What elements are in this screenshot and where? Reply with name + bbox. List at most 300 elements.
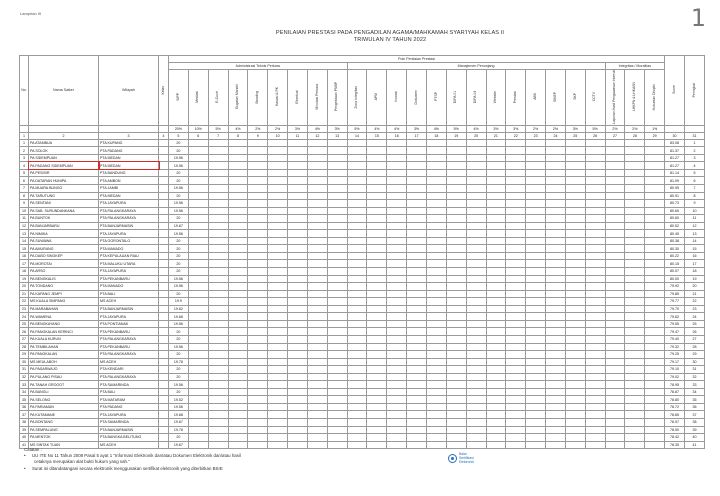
row-criterion-score: [248, 313, 268, 321]
row-criterion-score: [466, 237, 486, 245]
row-criterion-score: [426, 139, 446, 147]
row-criterion-score: [327, 252, 347, 260]
row-wilayah: PTA PADANG: [99, 403, 159, 411]
row-criterion-score: [327, 381, 347, 389]
row-criterion-score: [645, 185, 665, 193]
row-criterion-score: [367, 177, 387, 185]
row-wilayah: PTA BANGKA BELITUNG: [99, 434, 159, 442]
row-criterion-score: [645, 343, 665, 351]
header-criterion: CCTV: [585, 70, 605, 126]
row-criterion-score: [248, 366, 268, 374]
row-criterion-score: [486, 366, 506, 374]
weights-row: [20, 125, 705, 132]
weight-cell: 2%: [625, 125, 645, 132]
table-row: [20, 162, 705, 170]
row-criterion-score: [347, 154, 367, 162]
row-criterion-score: [446, 147, 466, 155]
row-wilayah: PTA KENDARI: [99, 366, 159, 374]
row-criterion-score: [546, 260, 566, 268]
row-criterion-score: [565, 305, 585, 313]
table-header: [20, 56, 705, 126]
row-criterion-score: [407, 335, 427, 343]
row-criterion-score: [625, 298, 645, 306]
row-criterion-score: [248, 335, 268, 343]
bsre-logo-text: Balai Sertifikasi Elektronik: [459, 452, 474, 464]
header-kelas: Kelas: [159, 56, 169, 126]
table-row: [20, 222, 705, 230]
row-score: 79.10: [665, 366, 685, 374]
row-sipp: 19.56: [169, 230, 189, 238]
row-sipp: 19.56: [169, 283, 189, 291]
row-criterion-score: [327, 298, 347, 306]
row-sipp: 20: [169, 434, 189, 442]
row-criterion-score: [546, 275, 566, 283]
row-wilayah: PTA MALUKU UTARA: [99, 260, 159, 268]
index-cell: 31: [684, 132, 704, 139]
row-criterion-score: [307, 139, 327, 147]
row-sipp: 19.56: [169, 162, 189, 170]
row-satker: PA KAPANG JEMPI: [29, 290, 99, 298]
row-criterion-score: [407, 177, 427, 185]
row-criterion-score: [188, 283, 208, 291]
row-criterion-score: [446, 275, 466, 283]
row-no: 5: [20, 169, 29, 177]
row-criterion-score: [585, 426, 605, 434]
row-criterion-score: [248, 139, 268, 147]
row-criterion-score: [208, 275, 228, 283]
row-criterion-score: [526, 222, 546, 230]
row-criterion-score: [466, 177, 486, 185]
row-criterion-score: [625, 275, 645, 283]
row-criterion-score: [546, 343, 566, 351]
row-criterion-score: [625, 396, 645, 404]
row-criterion-score: [506, 366, 526, 374]
row-criterion-score: [327, 426, 347, 434]
row-no: 4: [20, 162, 29, 170]
row-criterion-score: [565, 388, 585, 396]
row-criterion-score: [288, 313, 308, 321]
row-criterion-score: [466, 260, 486, 268]
row-score: 80.45: [665, 230, 685, 238]
row-criterion-score: [288, 169, 308, 177]
row-criterion-score: [288, 320, 308, 328]
row-criterion-score: [645, 230, 665, 238]
row-criterion-score: [526, 313, 546, 321]
header-peringkat: Peringkat: [684, 56, 704, 126]
row-criterion-score: [526, 335, 546, 343]
table-body: [20, 139, 705, 448]
row-criterion-score: [526, 200, 546, 208]
row-criterion-score: [307, 252, 327, 260]
row-no: 32: [20, 373, 29, 381]
index-cell: 3: [99, 132, 159, 139]
row-score: 78.35: [665, 441, 685, 449]
table-row: [20, 230, 705, 238]
row-wilayah: PTA SAMARINDA: [99, 381, 159, 389]
row-peringkat: 29: [684, 351, 704, 359]
row-criterion-score: [605, 328, 625, 336]
header-criterion: Banding: [248, 70, 268, 126]
row-sipp: 20: [169, 245, 189, 253]
row-criterion-score: [407, 381, 427, 389]
row-criterion-score: [188, 222, 208, 230]
row-criterion-score: [407, 373, 427, 381]
row-criterion-score: [565, 215, 585, 223]
row-criterion-score: [466, 434, 486, 442]
row-criterion-score: [526, 245, 546, 253]
row-peringkat: 39: [684, 426, 704, 434]
row-sipp: 20: [169, 335, 189, 343]
row-criterion-score: [526, 441, 546, 449]
row-criterion-score: [565, 313, 585, 321]
row-criterion-score: [526, 411, 546, 419]
row-kelas: [159, 237, 169, 245]
row-criterion-score: [228, 366, 248, 374]
row-criterion-score: [506, 185, 526, 193]
row-criterion-score: [426, 230, 446, 238]
row-criterion-score: [208, 230, 228, 238]
row-criterion-score: [565, 154, 585, 162]
row-criterion-score: [327, 290, 347, 298]
row-criterion-score: [288, 237, 308, 245]
row-criterion-score: [625, 215, 645, 223]
row-criterion-score: [486, 426, 506, 434]
row-criterion-score: [208, 411, 228, 419]
row-criterion-score: [546, 335, 566, 343]
row-criterion-score: [288, 260, 308, 268]
row-criterion-score: [407, 185, 427, 193]
row-wilayah: PTA PONTIANAK: [99, 320, 159, 328]
row-criterion-score: [585, 298, 605, 306]
row-criterion-score: [208, 396, 228, 404]
row-criterion-score: [526, 358, 546, 366]
row-sipp: 19.67: [169, 418, 189, 426]
row-criterion-score: [486, 222, 506, 230]
row-criterion-score: [228, 283, 248, 291]
row-criterion-score: [526, 162, 546, 170]
row-kelas: [159, 434, 169, 442]
row-criterion-score: [446, 162, 466, 170]
row-no: 15: [20, 245, 29, 253]
row-criterion-score: [486, 381, 506, 389]
row-criterion-score: [625, 139, 645, 147]
table-row: [20, 328, 705, 336]
row-criterion-score: [288, 245, 308, 253]
row-criterion-score: [625, 351, 645, 359]
row-criterion-score: [506, 275, 526, 283]
row-criterion-score: [248, 260, 268, 268]
row-satker: PA PANGKALAN KERINCI: [29, 328, 99, 336]
row-criterion-score: [307, 343, 327, 351]
row-criterion-score: [367, 343, 387, 351]
row-criterion-score: [565, 343, 585, 351]
row-criterion-score: [506, 434, 526, 442]
row-kelas: [159, 139, 169, 147]
row-criterion-score: [506, 373, 526, 381]
row-score: 79.70: [665, 305, 685, 313]
row-no: 12: [20, 222, 29, 230]
row-criterion-score: [407, 268, 427, 276]
row-score: 79.77: [665, 298, 685, 306]
row-criterion-score: [327, 207, 347, 215]
row-no: 21: [20, 290, 29, 298]
row-score: 80.30: [665, 245, 685, 253]
row-criterion-score: [188, 154, 208, 162]
row-criterion-score: [307, 268, 327, 276]
row-criterion-score: [466, 222, 486, 230]
row-criterion-score: [565, 185, 585, 193]
row-kelas: [159, 313, 169, 321]
row-criterion-score: [466, 200, 486, 208]
table-row: [20, 388, 705, 396]
row-criterion-score: [546, 320, 566, 328]
row-criterion-score: [288, 215, 308, 223]
row-no: 19: [20, 275, 29, 283]
row-criterion-score: [307, 381, 327, 389]
row-criterion-score: [625, 358, 645, 366]
row-criterion-score: [387, 335, 407, 343]
row-criterion-score: [605, 388, 625, 396]
row-criterion-score: [506, 335, 526, 343]
row-criterion-score: [288, 177, 308, 185]
weight-cell: 4%: [387, 125, 407, 132]
row-criterion-score: [407, 222, 427, 230]
table-row: [20, 192, 705, 200]
row-criterion-score: [208, 215, 228, 223]
weight-cell: [684, 125, 704, 132]
row-criterion-score: [327, 192, 347, 200]
row-criterion-score: [585, 441, 605, 449]
row-satker: PA SELONG: [29, 396, 99, 404]
row-peringkat: 38: [684, 418, 704, 426]
weight-cell: 20%: [169, 125, 189, 132]
row-criterion-score: [446, 343, 466, 351]
weight-cell: 5%: [347, 125, 367, 132]
footer-notes: [24, 447, 454, 472]
row-criterion-score: [208, 169, 228, 177]
row-criterion-score: [347, 343, 367, 351]
row-criterion-score: [565, 283, 585, 291]
row-score: 81.14: [665, 169, 685, 177]
row-criterion-score: [228, 260, 248, 268]
row-criterion-score: [327, 366, 347, 374]
row-criterion-score: [208, 320, 228, 328]
row-criterion-score: [625, 260, 645, 268]
row-criterion-score: [268, 252, 288, 260]
table-row: [20, 252, 705, 260]
row-criterion-score: [466, 147, 486, 155]
row-peringkat: 34: [684, 388, 704, 396]
row-criterion-score: [208, 177, 228, 185]
weight-cell: 4%: [426, 125, 446, 132]
table-row: [20, 335, 705, 343]
row-criterion-score: [565, 162, 585, 170]
row-criterion-score: [208, 351, 228, 359]
row-criterion-score: [407, 418, 427, 426]
header-criterion: PTSP: [426, 70, 446, 126]
row-criterion-score: [486, 298, 506, 306]
row-criterion-score: [426, 335, 446, 343]
index-cell: 4: [159, 132, 169, 139]
row-criterion-score: [565, 298, 585, 306]
row-criterion-score: [387, 396, 407, 404]
row-criterion-score: [367, 313, 387, 321]
row-kelas: [159, 185, 169, 193]
row-criterion-score: [367, 426, 387, 434]
row-score: 78.95: [665, 381, 685, 389]
row-kelas: [159, 351, 169, 359]
row-criterion-score: [347, 434, 367, 442]
row-criterion-score: [288, 147, 308, 155]
row-criterion-score: [506, 388, 526, 396]
row-criterion-score: [347, 396, 367, 404]
row-score: 80.15: [665, 260, 685, 268]
row-criterion-score: [546, 200, 566, 208]
row-criterion-score: [228, 275, 248, 283]
row-criterion-score: [486, 169, 506, 177]
row-criterion-score: [367, 434, 387, 442]
row-criterion-score: [426, 298, 446, 306]
row-criterion-score: [307, 388, 327, 396]
row-criterion-score: [446, 351, 466, 359]
row-criterion-score: [327, 343, 347, 351]
row-criterion-score: [526, 230, 546, 238]
row-criterion-score: [426, 222, 446, 230]
row-criterion-score: [446, 328, 466, 336]
row-criterion-score: [486, 328, 506, 336]
row-sipp: 20: [169, 252, 189, 260]
row-criterion-score: [506, 177, 526, 185]
row-criterion-score: [486, 192, 506, 200]
row-criterion-score: [625, 245, 645, 253]
row-criterion-score: [407, 351, 427, 359]
row-criterion-score: [426, 381, 446, 389]
page-subtitle: TRIWULAN IV TAHUN 2022: [353, 37, 427, 43]
header-criterion: SIPP: [169, 70, 189, 126]
row-criterion-score: [605, 230, 625, 238]
row-no: 39: [20, 426, 29, 434]
row-criterion-score: [585, 177, 605, 185]
table-row: [20, 366, 705, 374]
row-criterion-score: [307, 162, 327, 170]
row-criterion-score: [228, 426, 248, 434]
row-criterion-score: [546, 426, 566, 434]
row-satker: PA TONDANO: [29, 283, 99, 291]
row-no: 16: [20, 252, 29, 260]
row-criterion-score: [367, 328, 387, 336]
row-criterion-score: [486, 418, 506, 426]
row-criterion-score: [446, 177, 466, 185]
row-criterion-score: [407, 275, 427, 283]
row-criterion-score: [546, 381, 566, 389]
index-cell: 18: [426, 132, 446, 139]
assessment-table: [19, 55, 705, 449]
row-criterion-score: [248, 418, 268, 426]
row-criterion-score: [208, 252, 228, 260]
row-criterion-score: [645, 298, 665, 306]
index-cell: 30: [665, 132, 685, 139]
row-criterion-score: [367, 418, 387, 426]
row-criterion-score: [407, 147, 427, 155]
row-peringkat: 33: [684, 381, 704, 389]
row-criterion-score: [506, 230, 526, 238]
table-row: [20, 268, 705, 276]
row-criterion-score: [208, 192, 228, 200]
row-criterion-score: [625, 237, 645, 245]
row-criterion-score: [367, 215, 387, 223]
row-criterion-score: [625, 185, 645, 193]
row-criterion-score: [546, 192, 566, 200]
index-cell: 8: [228, 132, 248, 139]
row-criterion-score: [407, 396, 427, 404]
row-criterion-score: [347, 328, 367, 336]
row-criterion-score: [466, 441, 486, 449]
weight-cell: 2%: [268, 125, 288, 132]
row-criterion-score: [526, 169, 546, 177]
row-criterion-score: [546, 411, 566, 419]
footer-catatan: Catatan :: [24, 447, 42, 452]
row-criterion-score: [466, 298, 486, 306]
row-criterion-score: [407, 230, 427, 238]
row-criterion-score: [426, 245, 446, 253]
row-criterion-score: [347, 290, 367, 298]
row-criterion-score: [208, 313, 228, 321]
row-criterion-score: [426, 162, 446, 170]
row-no: 10: [20, 207, 29, 215]
row-wilayah: PTA AMBON: [99, 177, 159, 185]
row-criterion-score: [446, 245, 466, 253]
header-criterion: Minutasi Perkara: [307, 70, 327, 126]
table-row: [20, 343, 705, 351]
row-criterion-score: [327, 215, 347, 223]
row-criterion-score: [426, 200, 446, 208]
row-criterion-score: [446, 396, 466, 404]
table-row: [20, 434, 705, 442]
row-criterion-score: [347, 275, 367, 283]
header-criterion: Pengelolaan PNBP: [327, 70, 347, 126]
row-kelas: [159, 298, 169, 306]
row-kelas: [159, 275, 169, 283]
table-row: [20, 298, 705, 306]
row-criterion-score: [268, 162, 288, 170]
row-criterion-score: [288, 388, 308, 396]
row-criterion-score: [188, 252, 208, 260]
row-score: 81.27: [665, 154, 685, 162]
row-criterion-score: [188, 260, 208, 268]
row-criterion-score: [387, 252, 407, 260]
row-criterion-score: [446, 320, 466, 328]
row-criterion-score: [546, 245, 566, 253]
row-criterion-score: [407, 207, 427, 215]
footer-note-2: • Surat ini ditandatangani secara elektronik menggunakan sertifikat elektronik yang diterbitkan BSrE: [24, 465, 223, 471]
row-criterion-score: [486, 373, 506, 381]
row-criterion-score: [407, 192, 427, 200]
row-criterion-score: [625, 441, 645, 449]
row-criterion-score: [446, 305, 466, 313]
row-criterion-score: [288, 222, 308, 230]
row-criterion-score: [208, 298, 228, 306]
row-sipp: 19.68: [169, 411, 189, 419]
row-criterion-score: [466, 358, 486, 366]
row-criterion-score: [605, 366, 625, 374]
row-no: 38: [20, 418, 29, 426]
row-no: 18: [20, 268, 29, 276]
row-wilayah: PTA MATARAM: [99, 396, 159, 404]
row-peringkat: 31: [684, 366, 704, 374]
row-criterion-score: [506, 320, 526, 328]
row-criterion-score: [605, 139, 625, 147]
row-criterion-score: [605, 192, 625, 200]
